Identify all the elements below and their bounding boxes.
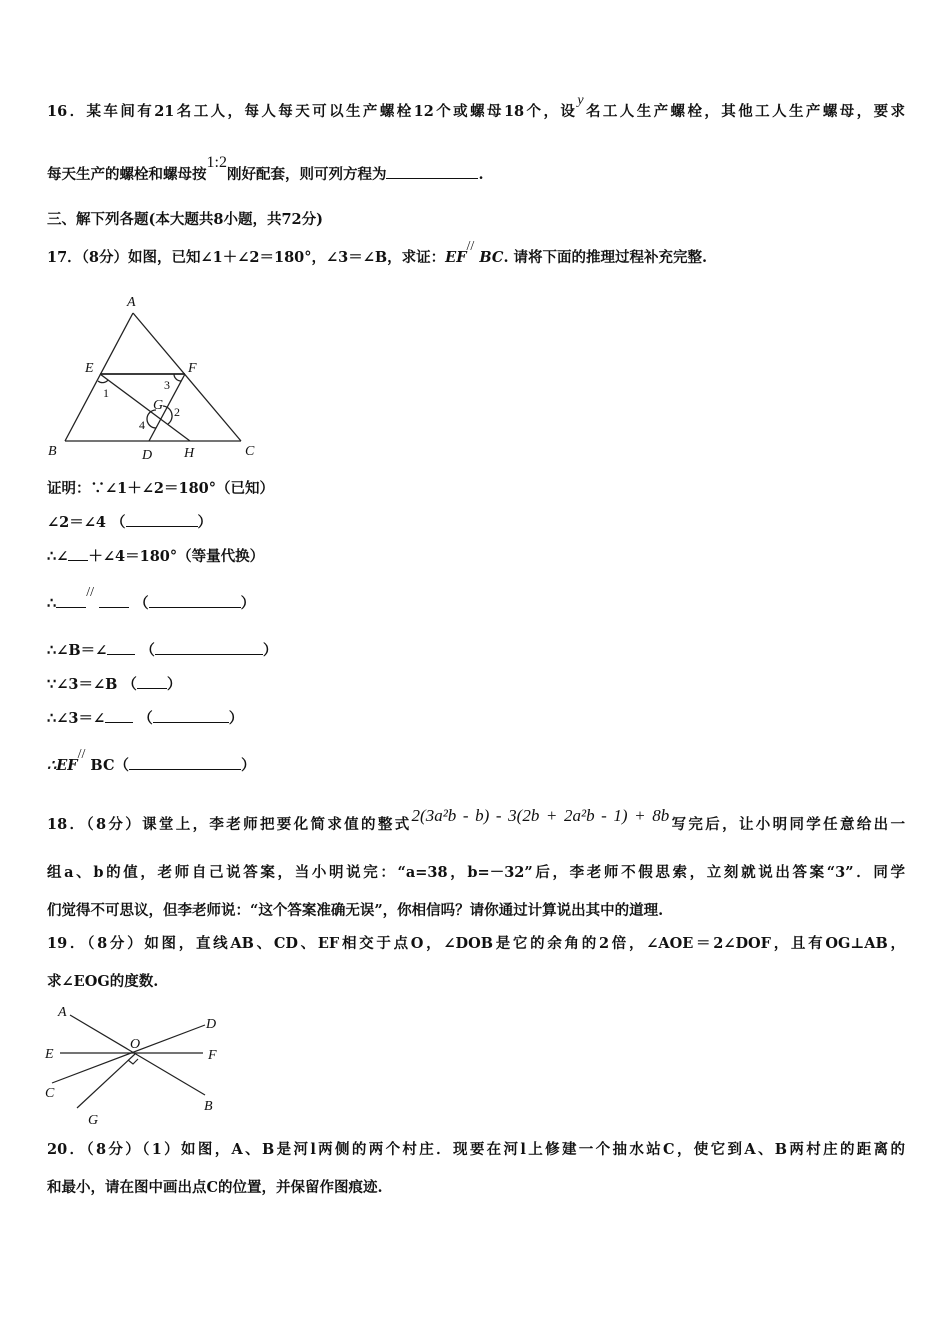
q18-line1: [47, 806, 906, 835]
text: 写完后，让小明同学任意给出一: [669, 816, 906, 833]
angle-blank[interactable]: [68, 546, 88, 561]
text: 17．（8分）如图，已知∠1＋∠2＝180°，∠3＝∠B，求证：: [47, 249, 446, 266]
text: ∴∠: [47, 548, 69, 565]
text: ∴∠B＝∠: [47, 642, 108, 659]
proof-line-2: [47, 512, 212, 533]
expression: 2(3a²b - b) - 3(2b + 2a²b - 1) + 8b: [411, 806, 670, 825]
text: . 请将下面的推理过程补充完整.: [503, 249, 708, 266]
proof-line-1: 证明：∵∠1＋∠2＝180°（已知）: [47, 480, 274, 497]
text: 刚好配套，则可列方程为: [226, 166, 387, 183]
parallel-symbol: //: [466, 239, 475, 254]
ratio: 1:2: [206, 154, 227, 171]
text: ＋∠4＝180°（等量代换）: [88, 548, 265, 565]
proof-line-7: [47, 708, 243, 729]
proof-line-3: [47, 546, 264, 567]
text: .: [478, 166, 484, 183]
q20-line2: 和最小，请在图中画出点C的位置，并保留作图痕迹.: [47, 1179, 383, 1196]
label-b: B: [204, 1099, 213, 1114]
label-e: E: [85, 361, 94, 376]
label-g: G: [88, 1113, 99, 1128]
label-angle-1: 1: [103, 386, 109, 400]
line-ab: [65, 313, 133, 441]
text: 名工人生产螺栓，其他工人生产螺母，要求: [583, 103, 906, 120]
angle-blank[interactable]: [105, 708, 133, 723]
text: （: [140, 642, 155, 659]
label-g: G: [153, 398, 164, 413]
text: BC: [479, 249, 504, 266]
label-angle-4: 4: [139, 418, 145, 432]
reason-blank[interactable]: [155, 640, 263, 655]
lines-figure: [52, 1015, 205, 1108]
q20-line1: 20．（8分）（1）如图，A、B是河l两侧的两个村庄．现要在河l上修建一个抽水站C，使它到A、B两村庄的距离的: [47, 1141, 905, 1158]
label-angle-2: 2: [174, 405, 180, 419]
parallel-symbol: //: [77, 747, 86, 762]
text: ）: [166, 676, 182, 693]
label-c: C: [45, 1086, 55, 1101]
text: 每天生产的螺栓和螺母按: [47, 166, 207, 183]
parallel-symbol: //: [86, 585, 95, 600]
angle-blank[interactable]: [107, 640, 135, 655]
label-h: H: [184, 446, 195, 461]
reason-blank[interactable]: [126, 512, 198, 527]
line-ab: [70, 1015, 205, 1095]
line-blank[interactable]: [99, 593, 129, 608]
reason-blank[interactable]: [137, 674, 167, 689]
angle-3-arc: [174, 374, 181, 381]
variable-y: y: [577, 93, 584, 108]
proof-line-5: [47, 640, 277, 661]
text: ∴: [47, 595, 57, 612]
proof-line-8: [47, 747, 256, 777]
text: ∴EF: [47, 757, 78, 774]
triangle-figure: [65, 313, 241, 441]
q18-line2: 组a、b的值，老师自己说答案，当小明说完：“a=38，b=－32”后，李老师不假思索，立刻就说出答案“3”．同学: [47, 864, 905, 881]
text: ）: [197, 514, 213, 531]
label-a: A: [127, 295, 136, 310]
section-heading: 三、解下列各题(本大题共8小题，共72分): [47, 211, 323, 228]
label-c: C: [245, 444, 255, 459]
text: 18．（8分）课堂上，李老师把要化简求值的整式: [47, 816, 412, 833]
text: ∠2＝∠4 （: [47, 514, 126, 531]
text: （: [138, 710, 153, 727]
label-angle-3: 3: [164, 378, 170, 392]
label-a: A: [58, 1005, 67, 1020]
text: ）: [240, 595, 256, 612]
text: ）: [262, 642, 278, 659]
reason-blank[interactable]: [129, 755, 241, 770]
line-ac: [133, 313, 241, 441]
label-d: D: [142, 448, 153, 463]
proof-line-6: [47, 674, 181, 695]
label-f: F: [188, 361, 197, 376]
text: （: [134, 595, 149, 612]
reason-blank[interactable]: [149, 593, 241, 608]
text: ）: [241, 757, 256, 774]
text: BC（: [90, 757, 129, 774]
text: ）: [228, 710, 244, 727]
reason-blank[interactable]: [153, 708, 229, 723]
label-b: B: [48, 444, 57, 459]
text: 16．某车间有21名工人，每人每天可以生产螺栓12个或螺母18个，设: [47, 103, 578, 120]
label-d: D: [206, 1017, 217, 1032]
angle-1-arc: [98, 380, 108, 383]
text: ∵∠3＝∠B （: [47, 676, 137, 693]
proof-line-4: [47, 585, 256, 615]
label-e: E: [45, 1047, 54, 1062]
label-f: F: [208, 1048, 217, 1063]
q19-line1: 19．（8分）如图，直线AB、CD、EF相交于点O，∠DOB是它的余角的2倍，∠AOE＝2∠DOF，且有OG⊥AB，: [47, 935, 905, 952]
text: EF: [445, 249, 467, 266]
line-blank[interactable]: [56, 593, 86, 608]
q18-line3: 们觉得不可思议，但李老师说：“这个答案准确无误”，你相信吗？请你通过计算说出其中的道理.: [47, 902, 664, 919]
q19-line2: 求∠EOG的度数.: [47, 973, 159, 990]
line-cd: [52, 1025, 205, 1083]
text: ∴∠3＝∠: [47, 710, 106, 727]
label-o: O: [130, 1037, 141, 1052]
